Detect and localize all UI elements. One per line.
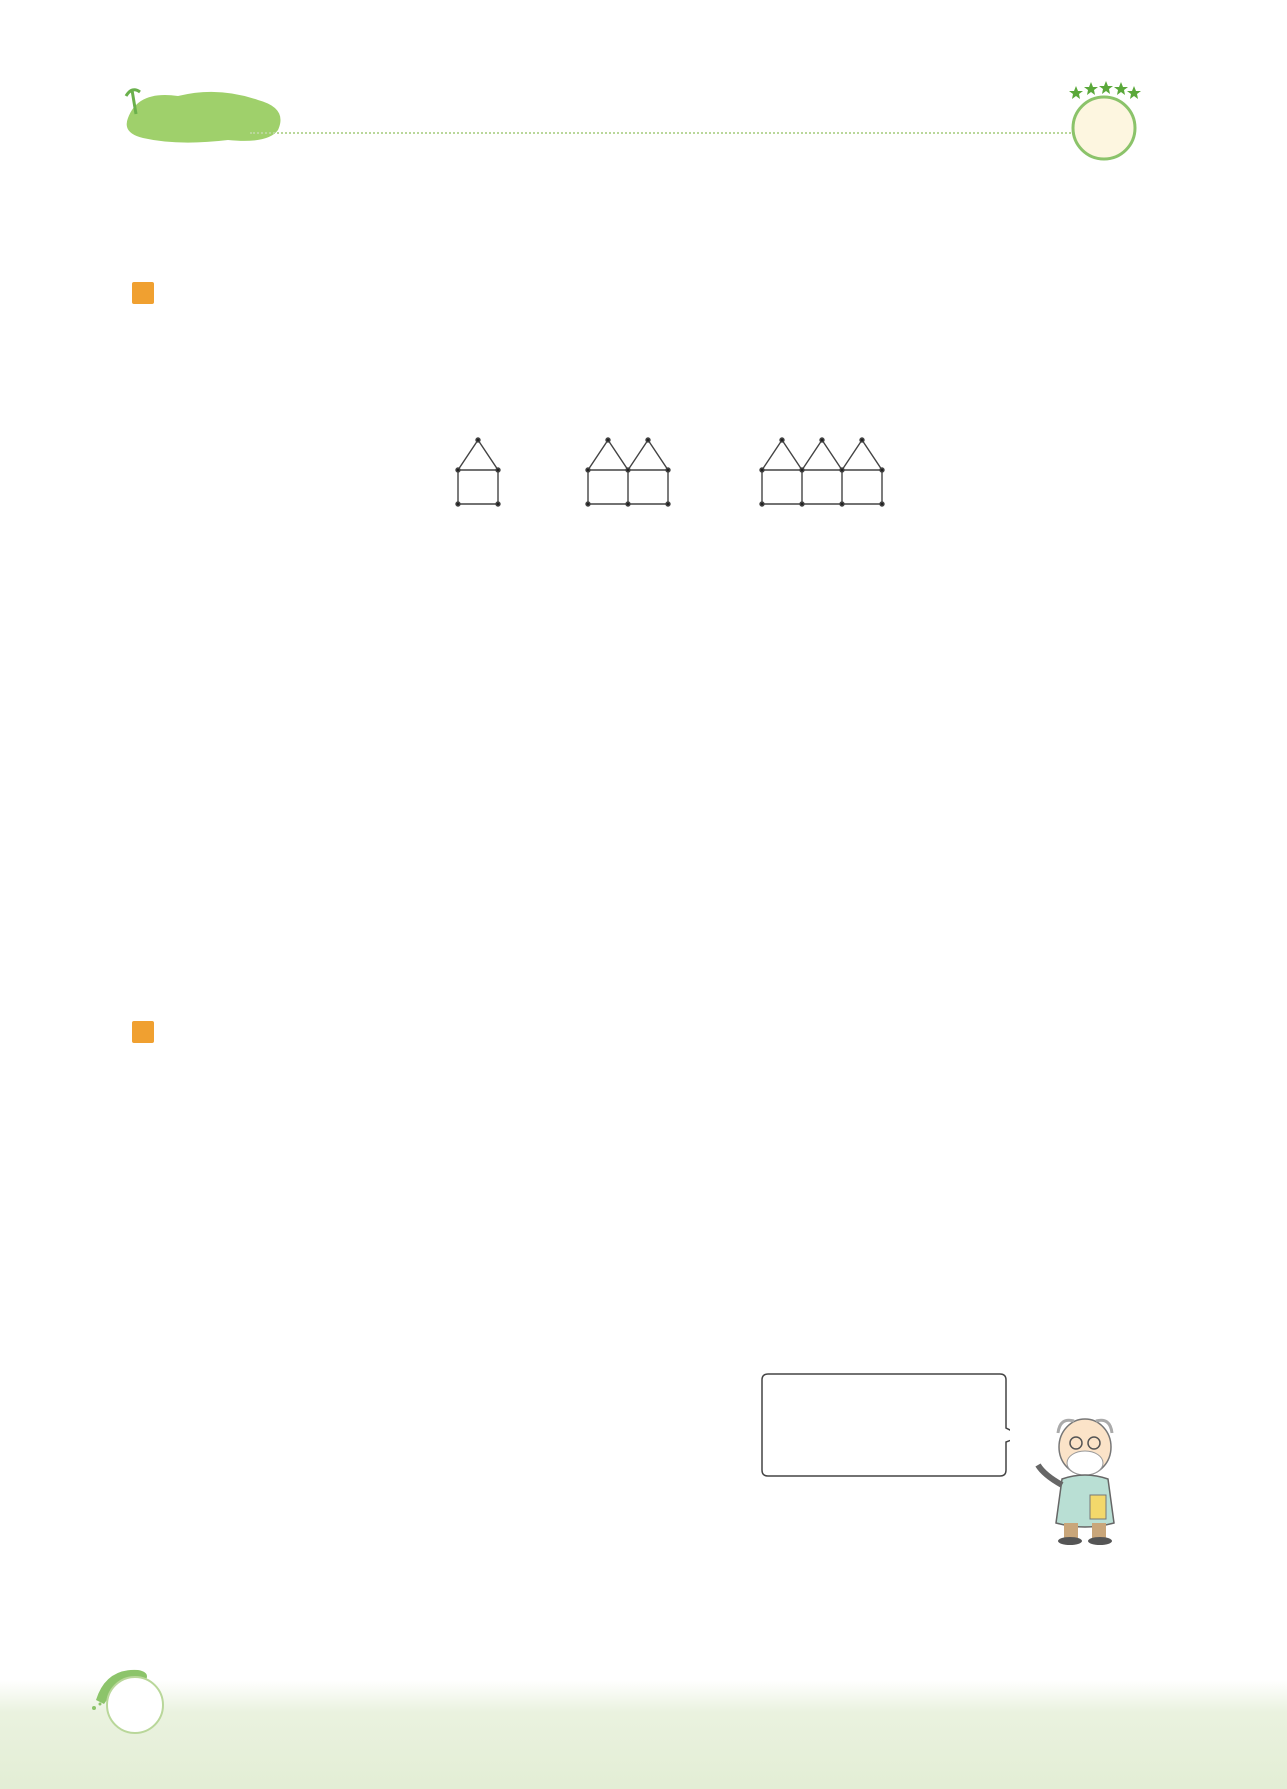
- old-scholar-icon: [1030, 1405, 1140, 1545]
- pebble-triangles-figure: [340, 1150, 940, 1240]
- page-number: [106, 1676, 164, 1734]
- q1-part2-line1: [206, 533, 266, 558]
- circle-triangles-figure: [420, 320, 960, 376]
- header-divider: [250, 132, 1130, 134]
- lesson-title: [0, 186, 1287, 225]
- question-2-badge: [132, 1021, 154, 1043]
- dot-grid-figure: [410, 660, 970, 748]
- question-1-badge: [132, 282, 154, 304]
- footer-band: [0, 1680, 1287, 1789]
- q1-part1-text: [206, 391, 262, 416]
- speech-bubble: [760, 1370, 1010, 1480]
- matchstick-houses-figure: [440, 428, 980, 512]
- q1-part4-line2: [206, 817, 260, 842]
- brand-seal-icon: [1064, 80, 1142, 166]
- q1-part3-text: [168, 627, 226, 652]
- brand-logo: [118, 78, 290, 148]
